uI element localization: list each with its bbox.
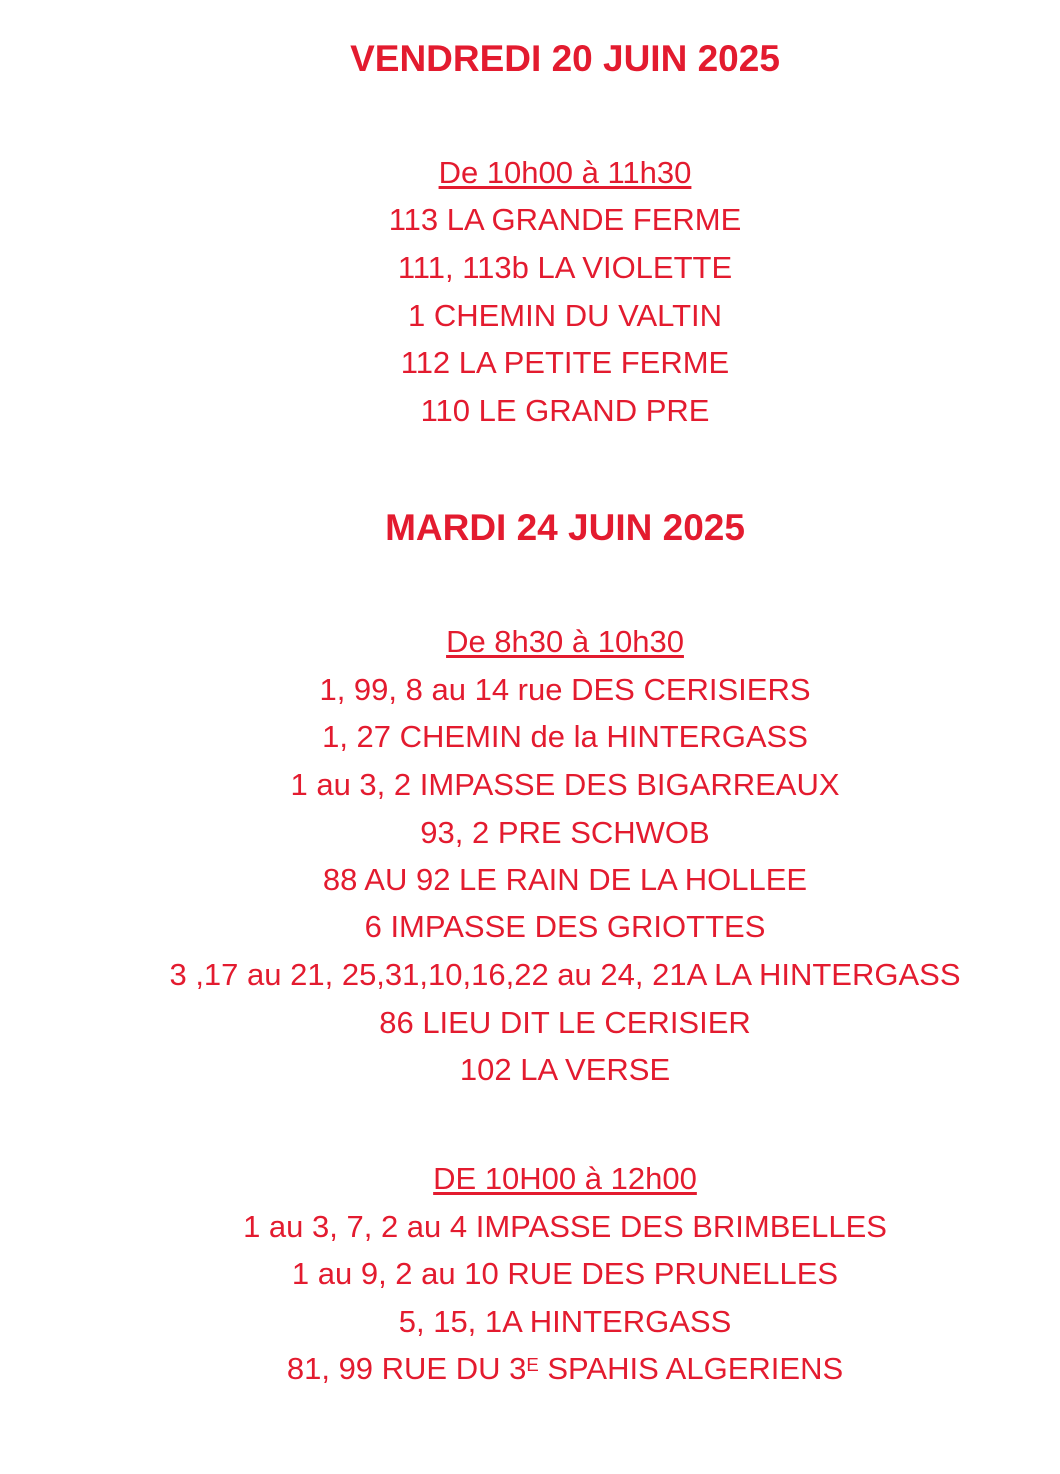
time-slot-heading: De 10h00 à 11h30 (438, 155, 692, 190)
address-line: 1 au 3, 2 IMPASSE DES BIGARREAUX (290, 767, 840, 802)
address-line: 3 ,17 au 21, 25,31,10,16,22 au 24, 21A LA HINTERGASS (169, 957, 961, 992)
address-line: 1 CHEMIN DU VALTIN (407, 298, 723, 333)
day-title-friday: VENDREDI 20 JUIN 2025 (350, 38, 780, 79)
address-line: 111, 113b LA VIOLETTE (397, 250, 733, 285)
address-text: 81, 99 RUE DU 3 (286, 1351, 527, 1386)
address-line: 1, 27 CHEMIN de la HINTERGASS (322, 719, 808, 754)
address-line: 1, 99, 8 au 14 rue DES CERISIERS (319, 672, 811, 707)
address-line: 110 LE GRAND PRE (420, 393, 710, 428)
time-slot-heading: DE 10H00 à 12h00 (433, 1161, 697, 1196)
address-line: 6 IMPASSE DES GRIOTTES (364, 909, 766, 944)
ordinal-superscript: E (526, 1354, 539, 1375)
address-line: 1 au 3, 7, 2 au 4 IMPASSE DES BRIMBELLES (243, 1209, 887, 1244)
address-line: 93, 2 PRE SCHWOB (420, 815, 710, 850)
address-line: 86 LIEU DIT LE CERISIER (379, 1005, 751, 1040)
time-slot-heading: De 8h30 à 10h30 (446, 624, 684, 659)
address-line: 112 LA PETITE FERME (400, 345, 730, 380)
day-title-tuesday: MARDI 24 JUIN 2025 (385, 507, 745, 548)
address-line: 1 au 9, 2 au 10 RUE DES PRUNELLES (291, 1256, 839, 1291)
address-line: 102 LA VERSE (459, 1052, 671, 1087)
address-line (0, 1349, 1060, 1389)
address-line: 88 AU 92 LE RAIN DE LA HOLLEE (322, 862, 808, 897)
address-line: 5, 15, 1A HINTERGASS (398, 1304, 732, 1339)
address-line: 113 LA GRANDE FERME (388, 202, 742, 237)
address-text: SPAHIS ALGERIENS (538, 1351, 844, 1386)
